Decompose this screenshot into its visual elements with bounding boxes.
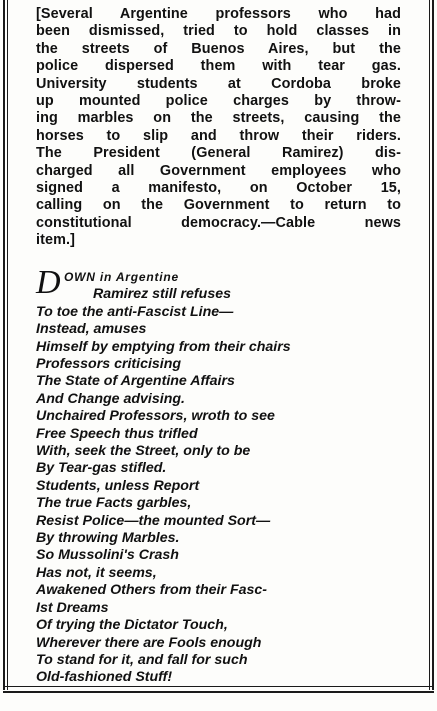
poem-line: Resist Police—the mounted Sort— bbox=[36, 512, 271, 529]
note-line: police dispersed them with tear gas. bbox=[36, 58, 401, 75]
poem-line: Awakened Others from their Fasc- bbox=[36, 582, 268, 599]
poem-line: Professors criticising bbox=[36, 356, 182, 373]
poem-line: And Change advising. bbox=[36, 390, 185, 407]
poem-line: To stand for it, and fall for such bbox=[36, 651, 248, 668]
note-line: [Several Argentine professors who had bbox=[36, 6, 401, 22]
note-line: calling on the Government to return to bbox=[36, 197, 401, 214]
note-line: the streets of Buenos Aires, but the bbox=[36, 40, 401, 57]
note-line: charged all Government employees who bbox=[36, 162, 401, 179]
poem-line: The State of Argentine Affairs bbox=[36, 373, 235, 390]
bracket-note bbox=[36, 6, 401, 250]
poem-line: To toe the anti-Fascist Line— bbox=[36, 303, 234, 320]
poem-line: Ist Dreams bbox=[36, 599, 109, 616]
poem-line: Of trying the Dictator Touch, bbox=[36, 617, 228, 634]
note-line: item.] bbox=[36, 232, 75, 249]
note-line: constitutional democracy.—Cable news bbox=[36, 214, 401, 231]
note-line: The President (General Ramirez) dis- bbox=[36, 145, 401, 162]
note-line: horses to slip and throw their riders. bbox=[36, 127, 401, 144]
clipping-border-right bbox=[432, 0, 434, 690]
poem-line: Instead, amuses bbox=[36, 321, 147, 338]
poem-line: By throwing Marbles. bbox=[36, 530, 180, 547]
poem-line: With, seek the Street, only to be bbox=[36, 443, 251, 460]
poem-first-line-text: OWN in Argentine bbox=[64, 270, 180, 284]
poem-line: By Tear-gas stifled. bbox=[36, 460, 167, 477]
clipping-border-left bbox=[3, 0, 5, 690]
note-line: been dismissed, tried to hold classes in bbox=[36, 23, 401, 40]
note-line: up mounted police charges by throw- bbox=[36, 93, 401, 110]
drop-cap: D bbox=[36, 264, 61, 301]
bracket-note-text bbox=[36, 6, 401, 250]
poem-line: Has not, it seems, bbox=[36, 564, 157, 581]
poem-line: Old-fashioned Stuff! bbox=[36, 669, 173, 686]
poem-line: Students, unless Report bbox=[36, 477, 200, 494]
note-line: University students at Cordoba broke bbox=[36, 75, 401, 92]
poem-line: Himself by emptying from their chairs bbox=[36, 338, 291, 355]
note-line: signed a manifesto, on October 15, bbox=[36, 180, 401, 197]
poem-line: So Mussolini's Crash bbox=[36, 547, 179, 564]
poem-line: The true Facts garbles, bbox=[36, 495, 192, 512]
note-line: ing marbles on the streets, causing the bbox=[36, 110, 401, 127]
poem-line: Unchaired Professors, wroth to see bbox=[36, 408, 275, 425]
poem-line: Ramirez still refuses bbox=[93, 286, 231, 303]
poem-line: Free Speech thus trifled bbox=[36, 425, 198, 442]
poem bbox=[36, 264, 406, 687]
poem-line: Wherever there are Fools enough bbox=[36, 634, 262, 651]
clipping-border-bottom bbox=[3, 686, 434, 693]
